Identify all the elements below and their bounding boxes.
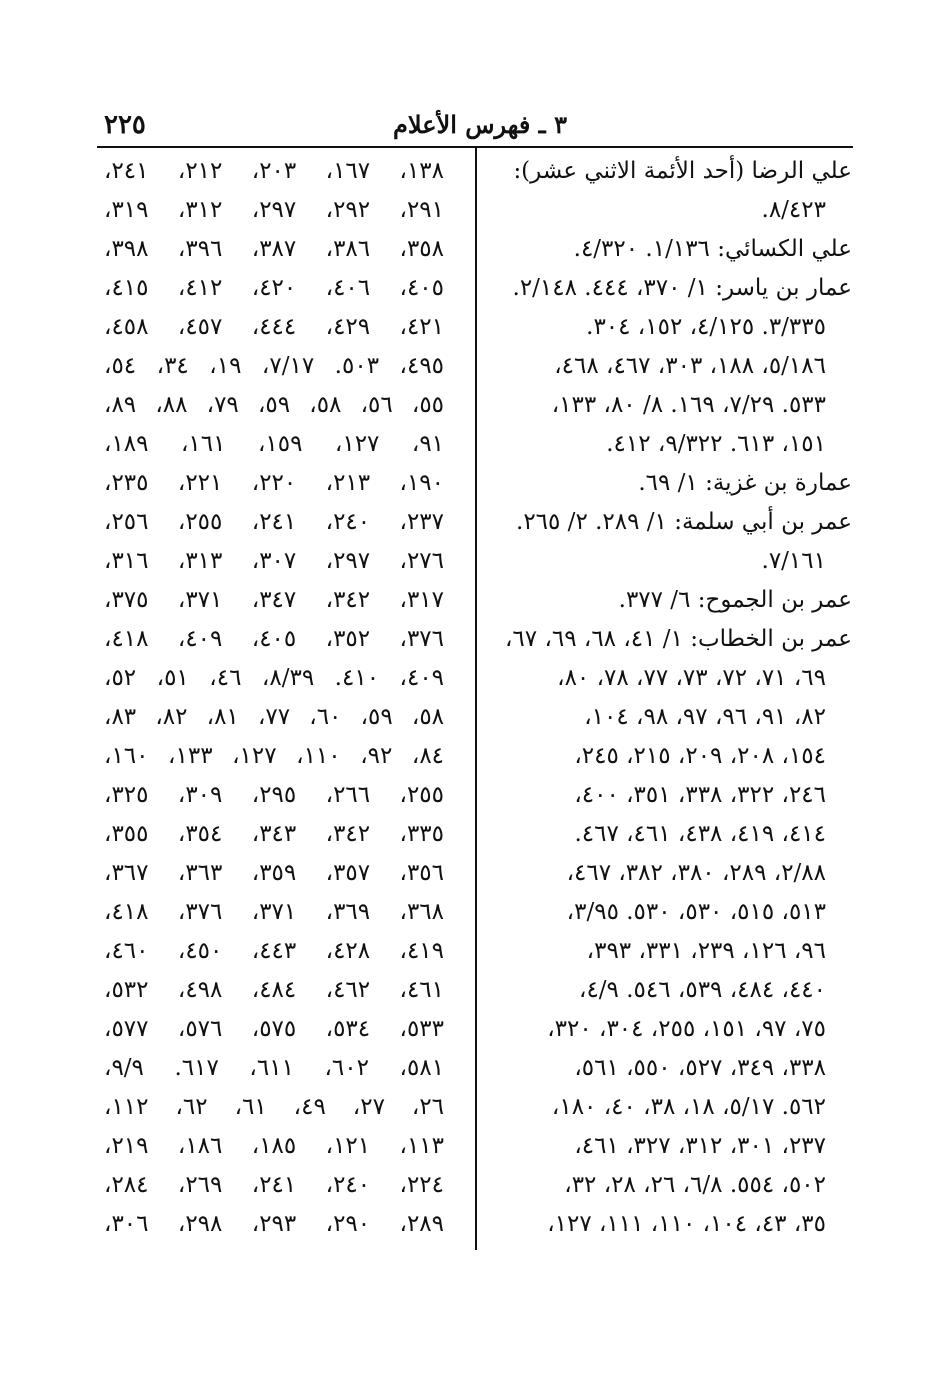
index-entry-continuation: ٥/١٨٦، ١٨٨، ٣٠٣، ٤٦٧، ٤٦٨،	[554, 353, 826, 379]
index-entry-continuation: ٧٥، ٩٧، ١٥١، ٢٥٥، ٣٠٤، ٣٢٠،	[547, 1016, 826, 1042]
index-entry-continuation: ٣٥٦، ٣٥٧، ٣٥٩، ٣٦٣، ٣٦٧،	[104, 860, 444, 886]
index-entry-continuation: ٢٨٩، ٢٩٠، ٢٩٣، ٢٩٨، ٣٠٦،	[104, 1211, 444, 1237]
index-entry-continuation: ٩١، ١٢٧، ١٥٩، ١٦١، ١٨٩،	[104, 431, 444, 457]
index-entry-continuation: ٨٤، ٩٢، ١١٠، ١٢٧، ١٣٣، ١٦٠،	[104, 743, 444, 769]
index-entry-continuation: ١١٣، ١٢١، ١٨٥، ١٨٦، ٢١٩،	[104, 1133, 444, 1159]
index-entry-continuation: ٣/٣٣٥. ٤/١٢٥، ١٥٢، ٣٠٤.	[586, 314, 826, 340]
index-entry-continuation: ١٥٤، ٢٠٨، ٢٠٩، ٢١٥، ٢٤٥،	[574, 743, 826, 769]
index-entry-continuation: ٤٩٥، ٥٠٣. ٧/١٧، ١٩، ٣٤، ٥٤،	[104, 353, 444, 379]
index-entry-continuation: ٨٢، ٩١، ٩٦، ٩٧، ٩٨، ١٠٤،	[584, 704, 826, 730]
index-entry-continuation: ٢/٨٨، ٢٨٩، ٣٨٠، ٣٨٢، ٤٦٧،	[566, 860, 826, 886]
section-title: ٣ ـ فهرس الأعلام	[393, 110, 567, 139]
index-entry-continuation: ٢٦، ٢٧، ٤٩، ٦١، ٦٢، ١١٢،	[104, 1094, 444, 1120]
index-entry-continuation: ٢٣٧، ٢٤٠، ٢٤١، ٢٥٥، ٢٥٦،	[104, 509, 444, 535]
index-entry-continuation: ٣٥٨، ٣٨٦، ٣٨٧، ٣٩٦، ٣٩٨،	[104, 236, 444, 262]
index-entry: علي الكسائي: ١/١٣٦. ٤/٣٢٠.	[573, 236, 852, 262]
index-entry-continuation: ٥٣٣، ٥٣٤، ٥٧٥، ٥٧٦، ٥٧٧،	[104, 1016, 444, 1042]
column-divider	[475, 148, 477, 1250]
index-entry-continuation: ٥٨١، ٦٠٢، ٦١١، ٦١٧. ٩/٩،	[104, 1055, 444, 1081]
index-entry-continuation: ٥٦٢. ٥/١٧، ١٨، ٣٨، ٤٠، ١٨٠،	[551, 1094, 826, 1120]
index-entry-continuation: ١٣٨، ١٦٧، ٢٠٣، ٢١٢، ٢٤١،	[104, 158, 444, 184]
index-entry-continuation: ٣٦٨، ٣٦٩، ٣٧١، ٣٧٦، ٤١٨،	[104, 899, 444, 925]
index-entry-continuation: ٥٥، ٥٦، ٥٨، ٥٩، ٧٩، ٨٨، ٨٩،	[104, 392, 444, 418]
index-entry-continuation: ٨/٤٢٣.	[761, 197, 826, 223]
index-entry: عمر بن الجموح: ٦/ ٣٧٧.	[618, 587, 852, 613]
index-entry-continuation: ٥٣٣. ٧/٢٩، ١٦٩. ٨/ ٨٠، ١٣٣،	[551, 392, 826, 418]
index-entry-continuation: ٥١٣، ٥١٥، ٥٣٠، ٥٣٠. ٣/٩٥،	[566, 899, 826, 925]
index-entry: عمار بن ياسر: ١/ ٣٧٠، ٤٤٤. ٢/١٤٨.	[512, 275, 852, 301]
index-entry-continuation: ٢٤٦، ٣٢٢، ٣٣٨، ٣٥١، ٤٠٠،	[574, 782, 826, 808]
index-entry-continuation: ٦٩، ٧١، ٧٢، ٧٣، ٧٧، ٧٨، ٨٠،	[557, 665, 826, 691]
index-entry-continuation: ٣٣٨، ٣٤٩، ٥٢٧، ٥٥٠، ٥٦١،	[574, 1055, 826, 1081]
index-entry-continuation: ٤٠٥، ٤٠٦، ٤٢٠، ٤١٢، ٤١٥،	[104, 275, 444, 301]
index-entry: عمر بن الخطاب: ١/ ٤١، ٦٨، ٦٩، ٦٧،	[504, 626, 852, 652]
index-entry-continuation: ٢٩١، ٢٩٢، ٢٩٧، ٣١٢، ٣١٩،	[104, 197, 444, 223]
index-column-right	[490, 152, 852, 1244]
index-entry-continuation: ٥٠٢، ٥٥٤. ٦/٨، ٢٦، ٢٨، ٣٢،	[564, 1172, 826, 1198]
index-entry-continuation: ٧/١٦١.	[761, 548, 826, 574]
index-entry-continuation: ٤٦١، ٤٦٢، ٤٨٤، ٤٩٨، ٥٣٢،	[104, 977, 444, 1003]
index-entry-continuation: ٣٣٥، ٣٤٢، ٣٤٣، ٣٥٤، ٣٥٥،	[104, 821, 444, 847]
index-entry-continuation: ٤٤٠، ٤٨٤، ٥٣٩، ٥٤٦. ٤/٩،	[579, 977, 826, 1003]
index-entry: عمارة بن غزية: ١/ ٦٩.	[638, 470, 852, 496]
index-entry-continuation: ٣٥، ٤٣، ١٠٤، ١١٠، ١١١، ١٢٧،	[547, 1211, 826, 1237]
index-entry-continuation: ٤٢١، ٤٢٩، ٤٤٤، ٤٥٧، ٤٥٨،	[104, 314, 444, 340]
index-entry-continuation: ١٩٠، ٢١٣، ٢٢٠، ٢٢١، ٢٣٥،	[104, 470, 444, 496]
index-column-left	[104, 152, 444, 1244]
index-entry-continuation: ٢٥٥، ٢٦٦، ٢٩٥، ٣٠٩، ٣٢٥،	[104, 782, 444, 808]
index-entry-continuation: ٩٦، ١٢٦، ٢٣٩، ٣٣١، ٣٩٣،	[586, 938, 826, 964]
index-entry-continuation: ٣٧٦، ٣٥٢، ٤٠٥، ٤٠٩، ٤١٨،	[104, 626, 444, 652]
index-entry-continuation: ٤٠٩، ٤١٠. ٨/٣٩، ٤٦، ٥١، ٥٢،	[104, 665, 444, 691]
index-entry-continuation: ١٥١، ٦١٣. ٩/٣٢٢، ٤١٢.	[606, 431, 826, 457]
index-entry: علي الرضا (أحد الأئمة الاثني عشر):	[513, 158, 852, 184]
index-entry: عمر بن أبي سلمة: ١/ ٢٨٩. ٢/ ٢٦٥.	[516, 509, 852, 535]
index-entry-continuation: ٣١٧، ٣٤٢، ٣٤٧، ٣٧١، ٣٧٥،	[104, 587, 444, 613]
index-entry-continuation: ٤١٤، ٤١٩، ٤٣٨، ٤٦١، ٤٦٧.	[574, 821, 826, 847]
index-entry-continuation: ٢٢٤، ٢٤٠، ٢٤١، ٢٦٩، ٢٨٤،	[104, 1172, 444, 1198]
index-entry-continuation: ٢٣٧، ٣٠١، ٣١٢، ٣٢٧، ٤٦١،	[574, 1133, 826, 1159]
page-number: ٢٢٥	[104, 110, 146, 140]
index-entry-continuation: ٥٨، ٥٩، ٦٠، ٧٧، ٨١، ٨٢، ٨٣،	[104, 704, 444, 730]
index-entry-continuation: ٢٧٦، ٢٩٧، ٣٠٧، ٣١٣، ٣١٦،	[104, 548, 444, 574]
index-entry-continuation: ٤١٩، ٤٢٨، ٤٤٣، ٤٥٠، ٤٦٠،	[104, 938, 444, 964]
